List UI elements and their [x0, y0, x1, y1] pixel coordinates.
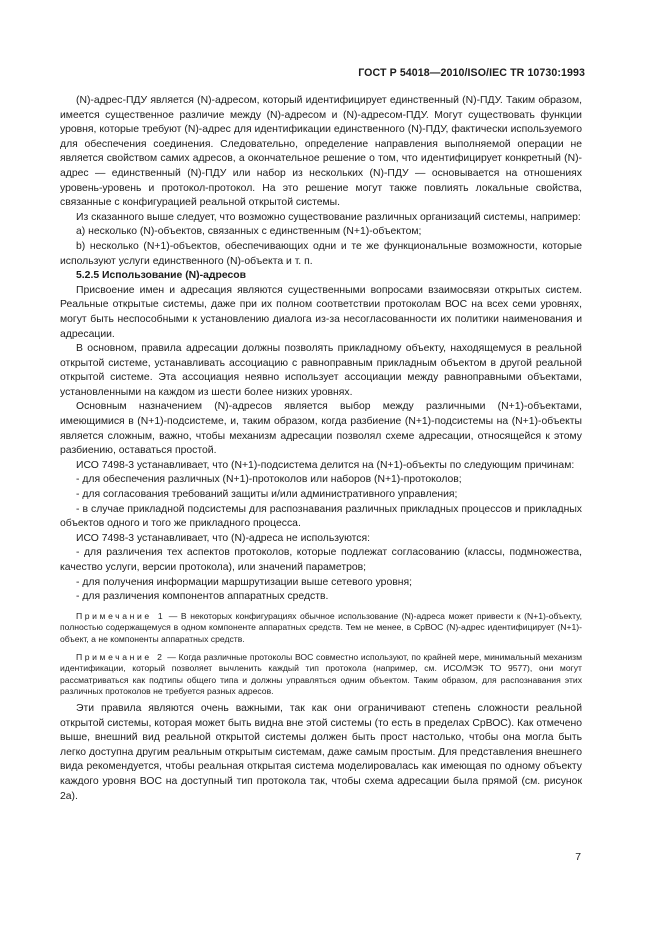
note-label: Примечание 2: [76, 651, 165, 662]
page-header: ГОСТ Р 54018—2010/ISO/IEC TR 10730:1993: [358, 67, 585, 79]
list-item: - для обеспечения различных (N+1)-протоколов или наборов (N+1)-протоколов;: [76, 474, 462, 486]
note-text: — Когда различные протоколы ВОС совместно используют, по крайней мере, минимальный механизм идентификации, который позволяет вычленить каждый тип протокола (например, см. ИСО/МЭК ТО 9577), они могут рассматриваться как подтипы общего типа и должны управляться одним объектом. Таким образом, для распознавания этих различных протоколов не требуется разных адресов.: [60, 651, 582, 697]
section-heading: 5.2.5 Использование (N)-адресов: [76, 270, 246, 282]
list-item: - в случае прикладной подсистемы для распознавания различных прикладных процессов и прикладных объектов одного и того же прикладного процесса.: [60, 503, 582, 530]
list-item: b) несколько (N+1)-объектов, обеспечивающих одни и те же функциональные возможности, которые используют услуги единственного (N)-объекта и т. п.: [60, 240, 582, 267]
paragraph: В основном, правила адресации должны позволять прикладному объекту, находящемуся в реальной открытой системе, устанавливать ассоциацию с равноправным прикладным объектом в другой реальной открытой системе. Эта ассоциация неявно использует ассоциации между равноправными объектами, установленными на каждом из шести более низких уровнях.: [60, 343, 582, 398]
note-label: Примечание 1: [76, 610, 166, 621]
note-text: — В некоторых конфигурациях обычное использование (N)-адреса может привести к (N+1)-объекту, полностью содержащемуся в одном компоненте аппаратных средств. Тем не менее, в СрВОС (N)-адрес идентифицирует (N+1)-объект, а не компоненты аппаратных средств.: [60, 610, 583, 644]
document-body: [60, 94, 582, 804]
paragraph: Основным назначением (N)-адресов является выбор между различными (N+1)-объектами, имеющимися в (N+1)-подсистеме, и, таким образом, когда разбиение (N+1)-подсистемы на (N+1)-объекты является сложным, важно, чтобы механизм адресации позволял схеме адресации, относящейся к этому разбиению, оставаться простой.: [60, 401, 582, 457]
list-item: - для согласования требований защиты и/или административного управления;: [76, 489, 458, 501]
list-item: - для различения компонентов аппаратных средств.: [76, 591, 329, 603]
list-item: - для различения тех аспектов протоколов, которые подлежат согласованию (классы, подмножества, качество услуги, версии протокола), или значений параметров;: [60, 547, 582, 573]
paragraph: Из сказанного выше следует, что возможно существование различных организаций системы, например:: [76, 211, 581, 223]
paragraph: (N)-адрес-ПДУ является (N)-адресом, который идентифицирует единственный (N)-ПДУ. Таким образом, имеется существенное различие между (N)-адресом и (N)-адресом-ПДУ. Могут существовать функции уровня, которые требуют (N)-адрес для идентификации единственного (N)-ПДУ, фактически используемого для обеспечения соединения. Следовательно, определение направления выполняемой операции не является свойством самих адресов, а окончательное решение о том, что идентифицирует конкретный (N)-адрес — единственный (N)-ПДУ или набор из нескольких (N)-ПДУ — основывается на отношениях уровень-уровень и протокол-протокол. На это решение могут также повлиять локальные свойства, связанные с конфигурацией реальной открытой системы.: [60, 95, 582, 209]
paragraph: ИСО 7498-3 устанавливает, что (N+1)-подсистема делится на (N+1)-объекты по следующим причинам:: [76, 459, 575, 471]
paragraph: Присвоение имен и адресация являются существенными вопросами взаимосвязи открытых систем. Реальные открытые системы, даже при их полном соответствии протоколам ВОС на всех семи уровнях, могут быть неспособными к установлению диалога из-за несогласованности их политики наименования и адресации.: [60, 284, 582, 340]
list-item: - для получения информации маршрутизации выше сетевого уровня;: [76, 576, 412, 588]
note-1: [60, 611, 582, 646]
list-item: а) несколько (N)-объектов, связанных с единственным (N+1)-объектом;: [76, 226, 422, 238]
page-number: 7: [575, 852, 581, 863]
paragraph: Эти правила являются очень важными, так как они ограничивают степень сложности реальной открытой системы, которая может быть видна вне этой системы (то есть в пределах СрВОС). Как отмечено выше, внешний вид реальной открытой системы должен быть прост настолько, чтобы она могла быть легко доступна другим реальным открытым системам, даже самым простым. Для представления внешнего вида рекомендуется, чтобы реальная открытая система моделировалась как имеющая по одному объекту каждого уровня ВОС на доступный тип протокола так, чтобы схема адресации была прямой (см. рисунок 2а).: [60, 702, 582, 802]
note-2: [60, 652, 582, 698]
paragraph: ИСО 7498-3 устанавливает, что (N)-адреса не используются:: [76, 532, 370, 544]
